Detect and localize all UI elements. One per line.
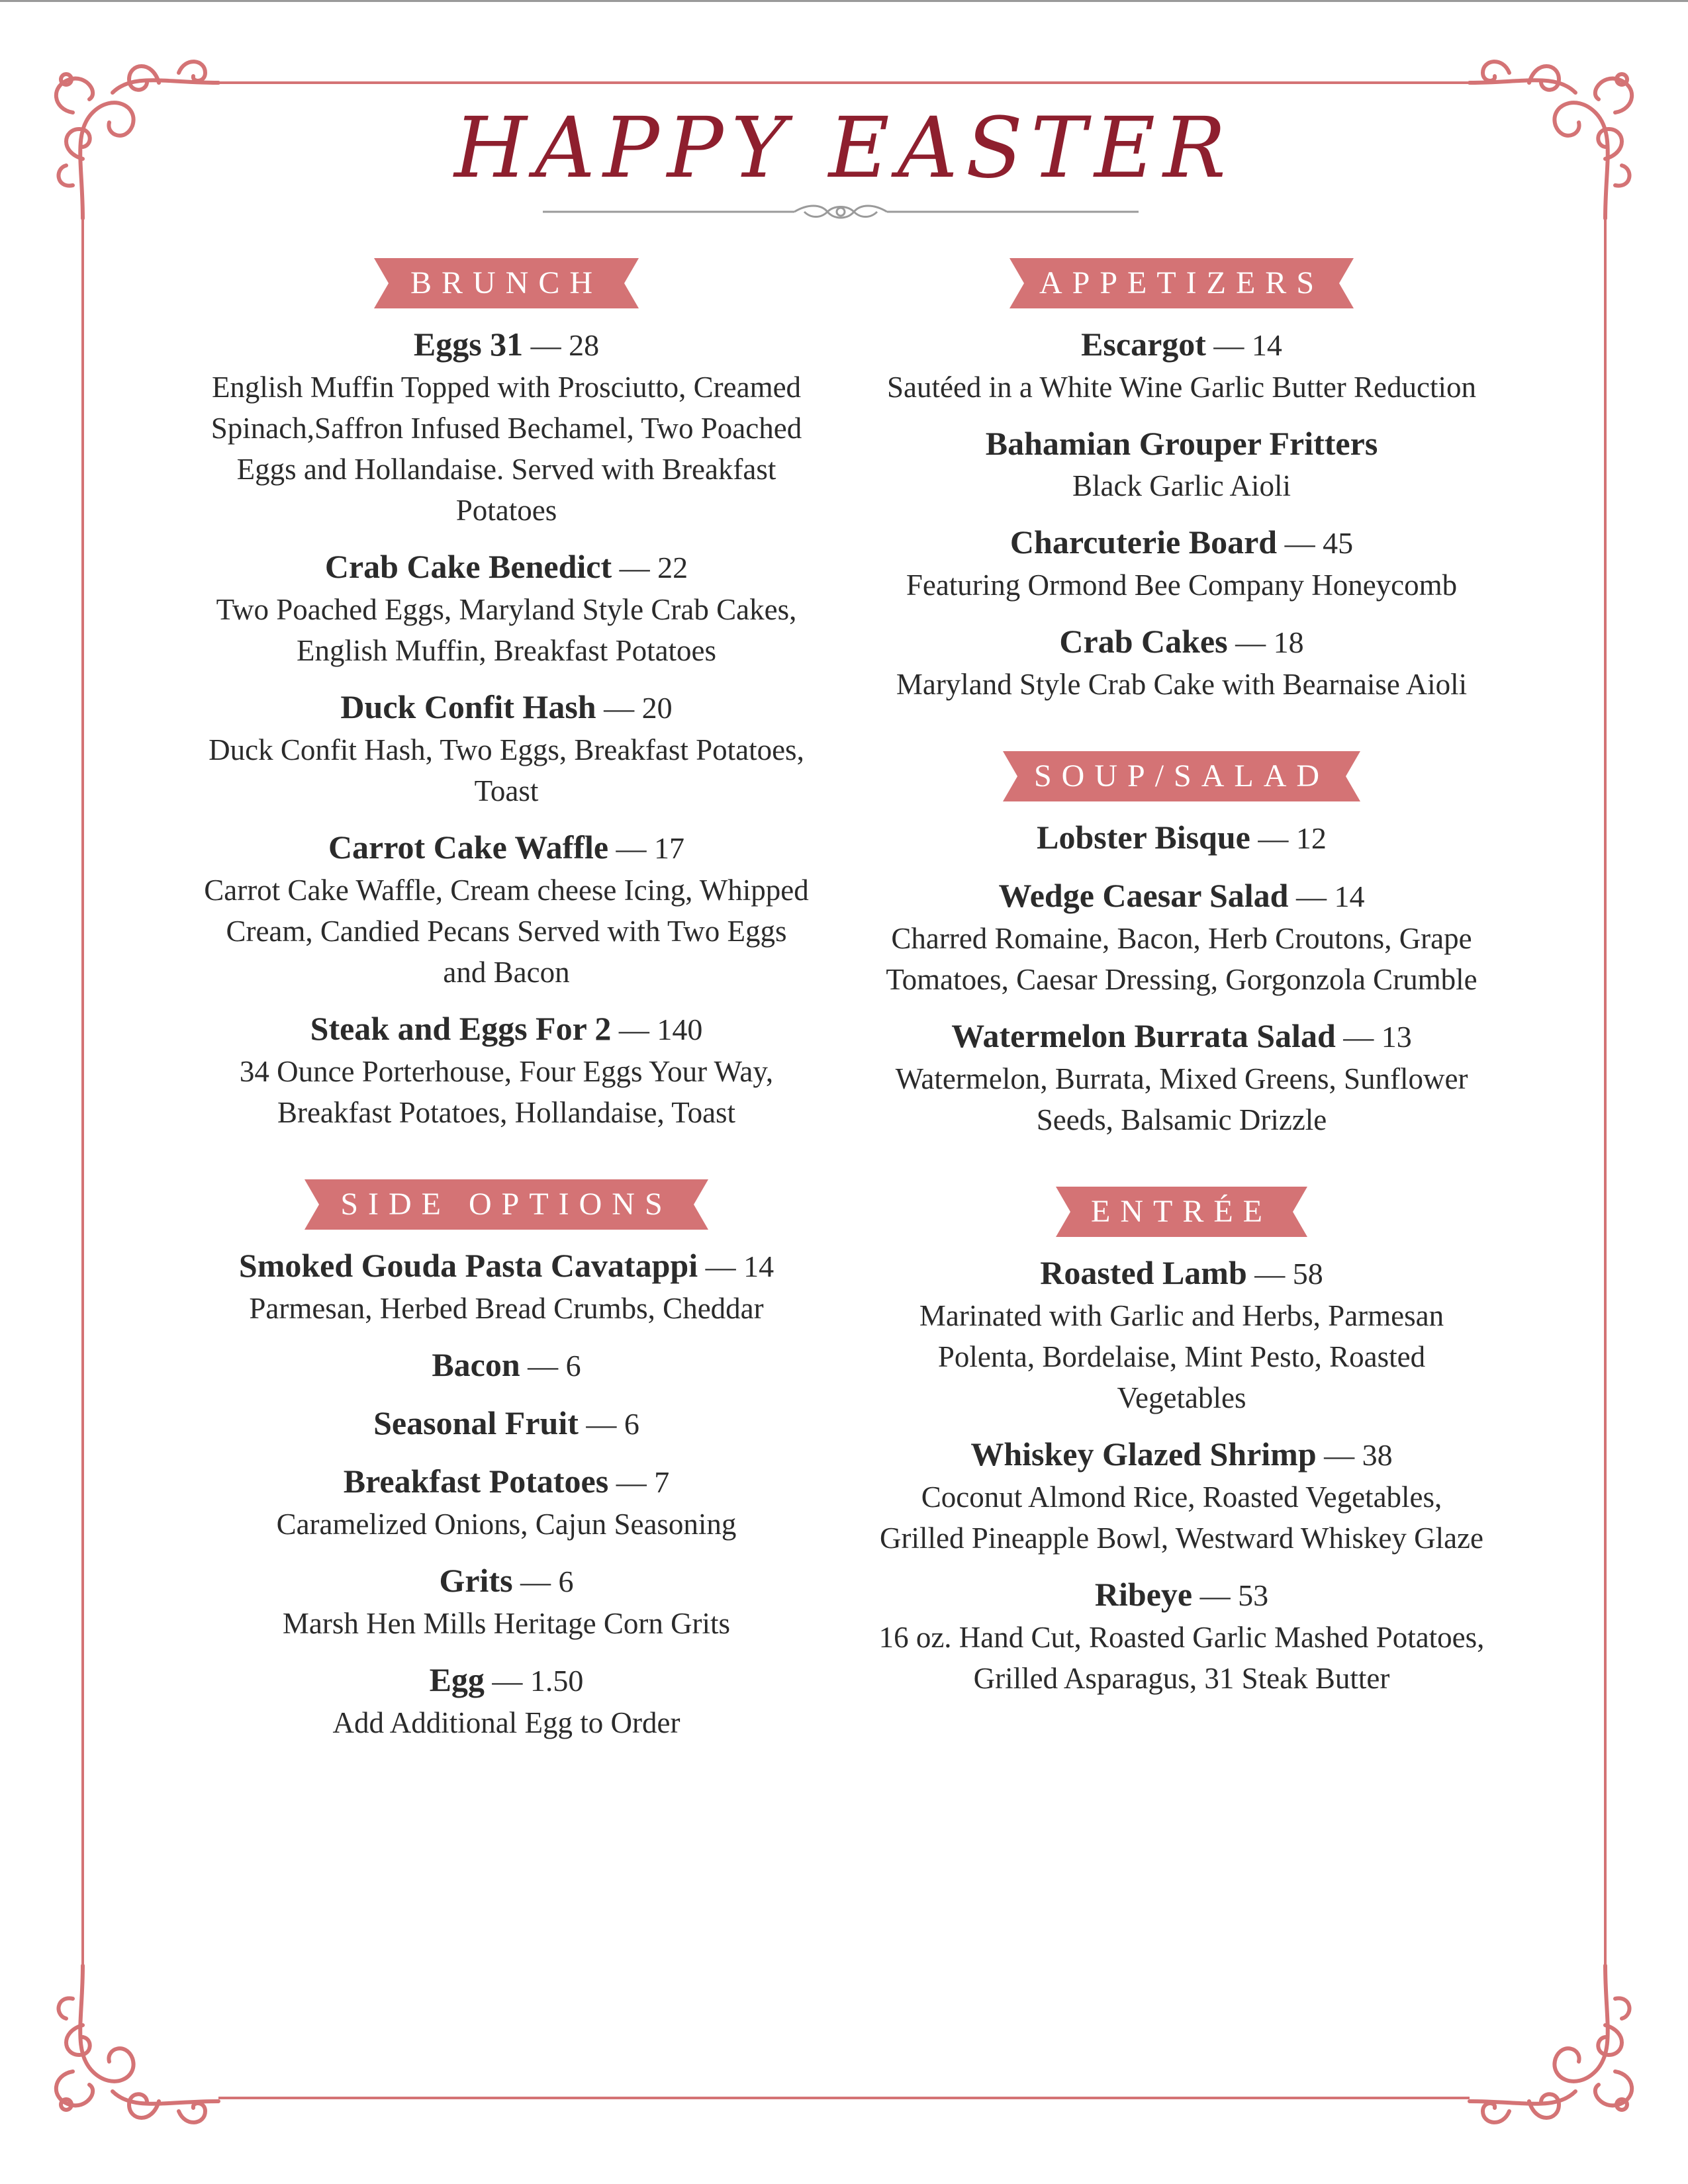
menu-item-price: 6 — [624, 1407, 639, 1441]
menu-item-price: 38 — [1362, 1438, 1393, 1472]
menu-item-header — [877, 1433, 1486, 1477]
menu-item-name: Bacon — [432, 1346, 520, 1383]
menu-item-header — [202, 1659, 811, 1702]
menu-item-name: Smoked Gouda Pasta Cavatappi — [238, 1247, 698, 1284]
price-separator: — — [523, 328, 569, 362]
menu-item-name: Crab Cake Benedict — [324, 548, 612, 585]
menu-item-name: Steak and Eggs For 2 — [310, 1010, 612, 1047]
menu-item-price: 53 — [1238, 1578, 1269, 1612]
menu-item-header — [877, 1251, 1486, 1295]
price-separator: — — [612, 551, 658, 584]
menu-item-description: Sautéed in a White Wine Garlic Butter Reduction — [886, 371, 1477, 404]
menu-item-name: Escargot — [1081, 326, 1206, 363]
section-title: SOUP/SALAD — [1033, 758, 1330, 794]
menu-item-description: Marinated with Garlic and Herbs, Parmesan Polenta, Bordelaise, Mint Pesto, Roasted Vegetables — [919, 1299, 1444, 1414]
left-column — [202, 258, 811, 1743]
section-title: ENTRÉE — [1091, 1194, 1272, 1229]
menu-item — [877, 1251, 1486, 1418]
menu-item — [877, 323, 1486, 408]
menu-item — [202, 1402, 811, 1445]
menu-item-name: Grits — [439, 1562, 513, 1599]
menu-item-header — [202, 1460, 811, 1504]
menu-item-price: 6 — [565, 1349, 581, 1383]
section-banner-entr-e — [1056, 1187, 1307, 1237]
price-separator: — — [611, 1013, 657, 1046]
menu-item-header — [877, 620, 1486, 664]
menu-item-price: 14 — [1251, 328, 1282, 362]
price-separator: — — [596, 691, 642, 725]
menu-item — [202, 826, 811, 993]
price-separator: — — [1246, 1257, 1293, 1291]
menu-item — [202, 1559, 811, 1644]
menu-item-description: Duck Confit Hash, Two Eggs, Breakfast Potatoes, Toast — [209, 733, 804, 807]
menu-item-price: 20 — [641, 691, 673, 725]
menu-item — [202, 1343, 811, 1387]
menu-item-price: 14 — [1334, 880, 1365, 913]
menu-item-name: Whiskey Glazed Shrimp — [970, 1435, 1317, 1473]
menu-item — [877, 1433, 1486, 1559]
section-banner-soup-salad — [1003, 751, 1360, 801]
menu-item-price: 12 — [1295, 821, 1327, 855]
right-column — [877, 258, 1486, 1699]
menu-item-description: Maryland Style Crab Cake with Bearnaise Aioli — [896, 668, 1468, 701]
menu-item-price: 58 — [1292, 1257, 1323, 1291]
price-separator: — — [608, 1465, 655, 1499]
menu-item-description: 16 oz. Hand Cut, Roasted Garlic Mashed Potatoes, Grilled Asparagus, 31 Steak Butter — [878, 1621, 1485, 1695]
menu-item-price: 45 — [1323, 526, 1354, 560]
section-banner-brunch — [374, 258, 639, 308]
menu-item-name: Bahamian Grouper Fritters — [985, 425, 1378, 462]
price-separator: — — [484, 1664, 530, 1698]
price-separator: — — [1227, 625, 1274, 659]
menu-item — [877, 620, 1486, 705]
menu-item-price: 22 — [657, 551, 688, 584]
price-separator: — — [1192, 1578, 1239, 1612]
menu-item-name: Roasted Lamb — [1040, 1254, 1247, 1291]
menu-item — [202, 1460, 811, 1545]
menu-item-description: Caramelized Onions, Cajun Seasoning — [276, 1508, 737, 1541]
menu-item-name: Charcuterie Board — [1009, 523, 1278, 561]
price-separator: — — [608, 831, 655, 865]
menu-item-name: Breakfast Potatoes — [343, 1463, 609, 1500]
menu-item — [877, 816, 1486, 860]
menu-item-name: Eggs 31 — [413, 326, 524, 363]
menu-item-header — [877, 422, 1486, 465]
menu-item — [202, 1244, 811, 1329]
menu-item-description: Charred Romaine, Bacon, Herb Croutons, Grape Tomatoes, Caesar Dressing, Gorgonzola Crumble — [886, 922, 1477, 996]
menu-item-description: Watermelon, Burrata, Mixed Greens, Sunflower Seeds, Balsamic Drizzle — [895, 1062, 1468, 1136]
price-separator: — — [1288, 880, 1335, 913]
menu-item-header — [877, 1573, 1486, 1617]
title-divider — [543, 199, 1139, 225]
menu-item-header — [202, 545, 811, 589]
menu-item — [202, 323, 811, 531]
menu-item-name: Carrot Cake Waffle — [328, 829, 609, 866]
menu-item-description: Two Poached Eggs, Maryland Style Crab Cakes, English Muffin, Breakfast Potatoes — [216, 593, 797, 667]
menu-item-description: Featuring Ormond Bee Company Honeycomb — [906, 569, 1458, 602]
menu-item-price: 28 — [569, 328, 600, 362]
price-separator: — — [1205, 328, 1252, 362]
menu-item-header — [202, 686, 811, 729]
menu-item — [877, 1015, 1486, 1140]
section-title: BRUNCH — [410, 265, 603, 300]
section-banner-side-options — [305, 1179, 708, 1230]
menu-item-price: 6 — [558, 1565, 574, 1598]
menu-item-header — [202, 1007, 811, 1051]
page-title: HAPPY EASTER — [454, 99, 1234, 197]
menu-item-name: Lobster Bisque — [1037, 819, 1250, 856]
price-separator: — — [1250, 821, 1296, 855]
price-separator: — — [1335, 1020, 1382, 1054]
menu-item-name: Duck Confit Hash — [340, 688, 596, 725]
menu-item-header — [877, 816, 1486, 860]
menu-item-description: Carrot Cake Waffle, Cream cheese Icing, Whipped Cream, Candied Pecans Served with Two Eggs and Bacon — [204, 874, 809, 989]
menu-item-name: Wedge Caesar Salad — [998, 877, 1289, 914]
menu-item — [202, 686, 811, 811]
price-separator: — — [578, 1407, 624, 1441]
price-separator: — — [1316, 1438, 1362, 1472]
menu-item-header — [877, 1015, 1486, 1058]
menu-item-description: Marsh Hen Mills Heritage Corn Grits — [282, 1607, 731, 1640]
menu-item-price: 1.50 — [530, 1664, 584, 1698]
price-separator: — — [520, 1349, 566, 1383]
menu-item-price: 7 — [654, 1465, 670, 1499]
menu-item-header — [877, 323, 1486, 367]
menu-item — [202, 545, 811, 671]
menu-item-price: 14 — [743, 1250, 774, 1283]
menu-item-price: 17 — [654, 831, 685, 865]
menu-item — [877, 1573, 1486, 1699]
menu-item-header — [202, 1559, 811, 1603]
menu-item-header — [877, 521, 1486, 565]
menu-item-name: Ribeye — [1094, 1576, 1193, 1613]
menu-item-header — [202, 826, 811, 870]
menu-item-header — [202, 1244, 811, 1288]
menu-item-name: Seasonal Fruit — [373, 1404, 579, 1441]
menu-item-header — [202, 1343, 811, 1387]
menu-item-description: Black Garlic Aioli — [1072, 469, 1291, 502]
menu-item-description: English Muffin Topped with Prosciutto, Creamed Spinach,Saffron Infused Bechamel, Two Poached Eggs and Hollandaise. Served with Breakfast Potatoes — [211, 371, 802, 527]
menu-item-description: Coconut Almond Rice, Roasted Vegetables, Grilled Pineapple Bowl, Westward Whiskey Glaze — [880, 1480, 1483, 1555]
price-separator: — — [1277, 526, 1323, 560]
section-title: SIDE OPTIONS — [340, 1187, 673, 1222]
menu-item-header — [877, 874, 1486, 918]
menu-item-name: Watermelon Burrata Salad — [951, 1017, 1336, 1054]
menu-item-description: Parmesan, Herbed Bread Crumbs, Cheddar — [249, 1292, 764, 1325]
menu-item-price: 18 — [1273, 625, 1304, 659]
price-separator: — — [512, 1565, 559, 1598]
menu-item — [202, 1007, 811, 1133]
menu-item — [877, 521, 1486, 606]
menu-item-description: Add Additional Egg to Order — [332, 1706, 680, 1739]
menu-item-name: Crab Cakes — [1059, 623, 1228, 660]
section-banner-appetizers — [1009, 258, 1354, 308]
menu-item — [877, 422, 1486, 506]
menu-item-header — [202, 323, 811, 367]
section-title: APPETIZERS — [1039, 265, 1325, 300]
price-separator: — — [698, 1250, 744, 1283]
menu-item-price: 13 — [1381, 1020, 1412, 1054]
menu-item — [202, 1659, 811, 1743]
menu-item-header — [202, 1402, 811, 1445]
menu-item-price: 140 — [657, 1013, 703, 1046]
menu-item — [877, 874, 1486, 1000]
menu-item-description: 34 Ounce Porterhouse, Four Eggs Your Way, Breakfast Potatoes, Hollandaise, Toast — [239, 1055, 774, 1129]
menu-item-name: Egg — [429, 1661, 485, 1698]
